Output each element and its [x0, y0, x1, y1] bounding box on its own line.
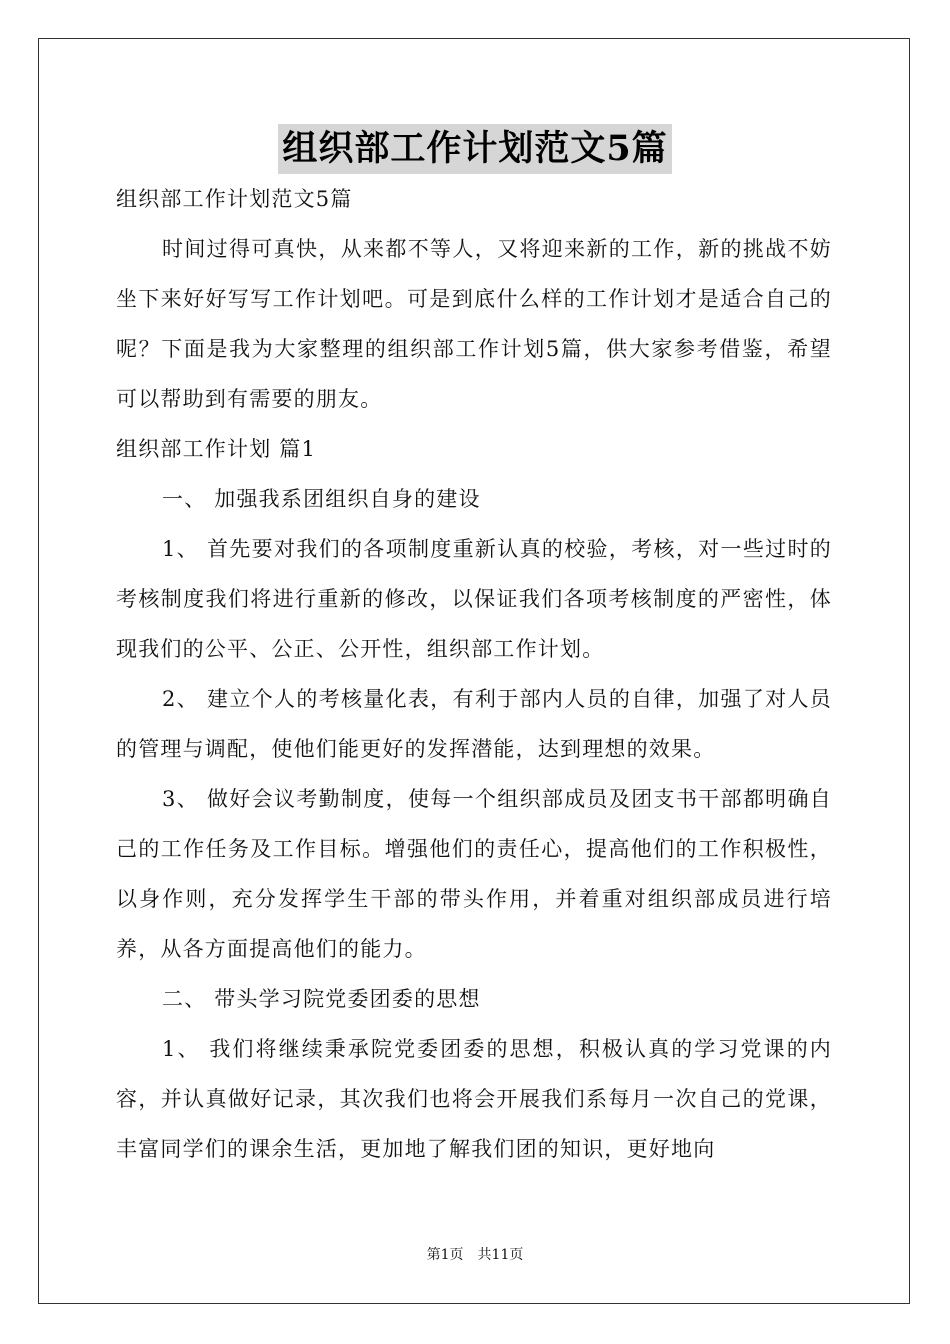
body-paragraph: 3、 做好会议考勤制度，使每一个组织部成员及团支书干部都明确自己的工作任务及工作目标。增强他们的责任心，提高他们的工作积极性，以身作则，充分发挥学生干部的带头作用，并着重对组织部成员进行培养，从各方面提高他们的能力。	[116, 787, 832, 961]
section-heading: 组织部工作计划 篇1	[116, 437, 317, 461]
title-container	[0, 124, 950, 174]
subheading-1: 一、 加强我系团组织自身的建设	[162, 487, 481, 511]
subheading-2: 二、 带头学习院党委团委的思想	[162, 987, 481, 1011]
body-paragraph: 1、 我们将继续秉承院党委团委的思想，积极认真的学习党课的内容，并认真做好记录，其次我们也将会开展我们系每月一次自己的党课，丰富同学们的课余生活，更加地了解我们团的知识，更好地向	[116, 1037, 832, 1161]
intro-paragraph: 时间过得可真快，从来都不等人，又将迎来新的工作，新的挑战不妨坐下来好好写写工作计划吧。可是到底什么样的工作计划才是适合自己的呢？下面是我为大家整理的组织部工作计划5篇，供大家参考借鉴，希望可以帮助到有需要的朋友。	[116, 237, 832, 411]
body-paragraph: 1、 首先要对我们的各项制度重新认真的校验，考核，对一些过时的考核制度我们将进行重新的修改，以保证我们各项考核制度的严密性，体现我们的公平、公正、公开性，组织部工作计划。	[116, 537, 832, 661]
document-body	[116, 174, 832, 1174]
document-title: 组织部工作计划范文5篇	[278, 124, 671, 174]
page-footer: 第1页 共11页	[426, 1247, 524, 1263]
body-paragraph: 2、 建立个人的考核量化表，有利于部内人员的自律，加强了对人员的管理与调配，使他们能更好的发挥潜能，达到理想的效果。	[116, 687, 832, 761]
subtitle-paragraph: 组织部工作计划范文5篇	[116, 187, 353, 211]
